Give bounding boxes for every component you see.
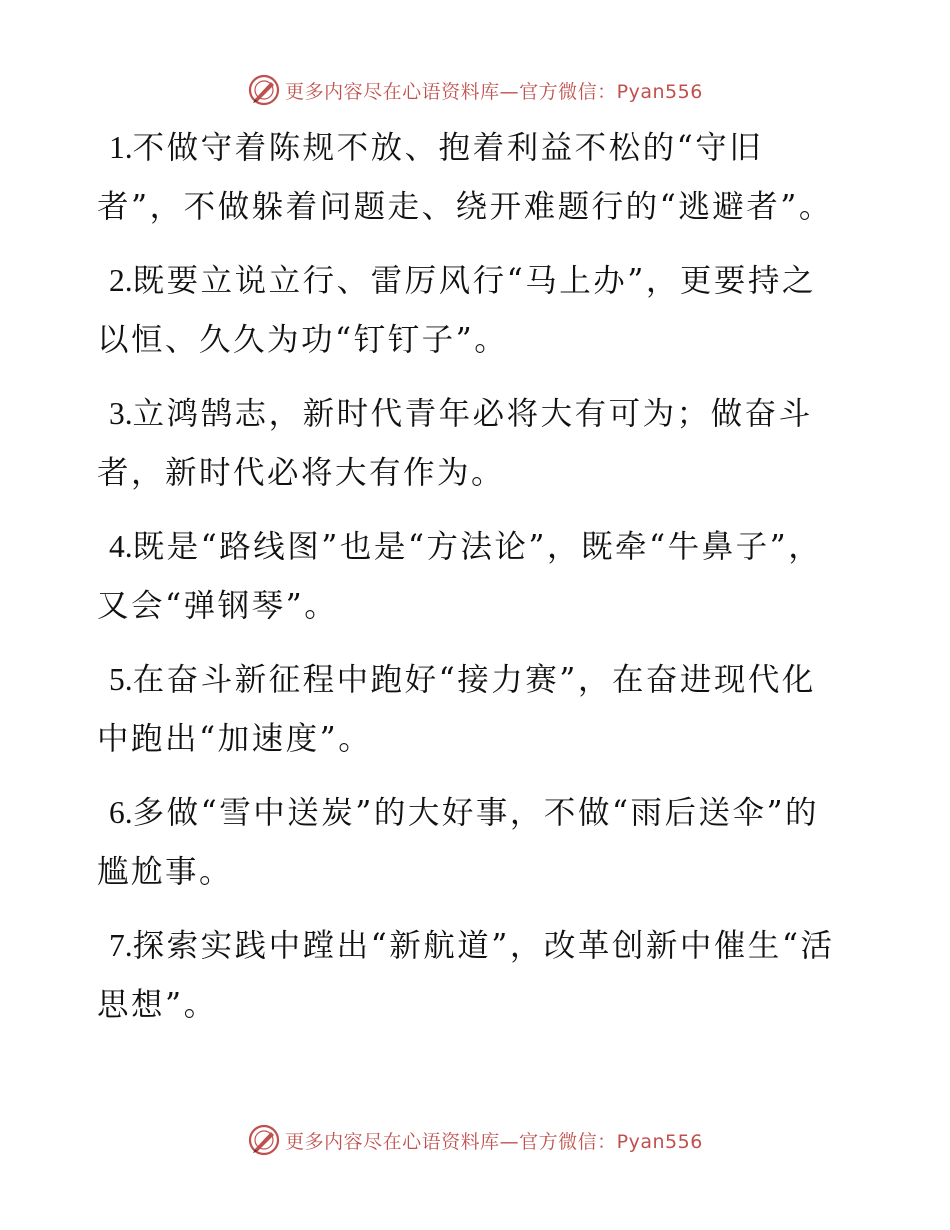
item-text: 不做守着陈规不放、抱着利益不松的“守旧者”，不做躲着问题走、绕开难题行的“逃避者”。 (97, 130, 833, 225)
item-text: 既是“路线图”也是“方法论”，既牵“牛鼻子”，又会“弹钢琴”。 (97, 529, 823, 624)
list-item (97, 251, 837, 370)
banner-text: 更多内容尽在心语资料库—官方微信：Pyan556 (285, 80, 703, 103)
item-number: 5. (109, 662, 133, 697)
item-text: 在奋斗新征程中跑好“接力赛”，在奋进现代化中跑出“加速度”。 (97, 662, 816, 757)
item-number: 1. (109, 130, 133, 165)
list-item (97, 650, 837, 769)
item-number: 4. (109, 529, 133, 564)
list-item (97, 916, 837, 1035)
list-item (97, 517, 837, 636)
list-item (97, 783, 837, 902)
item-text: 多做“雪中送炭”的大好事，不做“雨后送伞”的尴尬事。 (97, 795, 820, 890)
item-number: 2. (109, 263, 133, 298)
footer-banner (0, 1120, 950, 1160)
pen-logo-icon (247, 73, 281, 107)
banner-text: 更多内容尽在心语资料库—官方微信：Pyan556 (285, 1130, 703, 1153)
item-number: 3. (109, 396, 133, 431)
item-text: 立鸿鹄志，新时代青年必将大有可为；做奋斗者，新时代必将大有作为。 (97, 396, 813, 491)
item-number: 7. (109, 928, 133, 963)
item-number: 6. (109, 795, 133, 830)
list-item (97, 118, 837, 237)
item-text: 既要立说立行、雷厉风行“马上办”，更要持之以恒、久久为功“钉钉子”。 (97, 263, 816, 358)
header-banner (0, 70, 950, 110)
quote-list (97, 118, 837, 1049)
pen-logo-icon (247, 1123, 281, 1157)
item-text: 探索实践中蹚出“新航道”，改革创新中催生“活思想”。 (97, 928, 835, 1023)
list-item (97, 384, 837, 503)
